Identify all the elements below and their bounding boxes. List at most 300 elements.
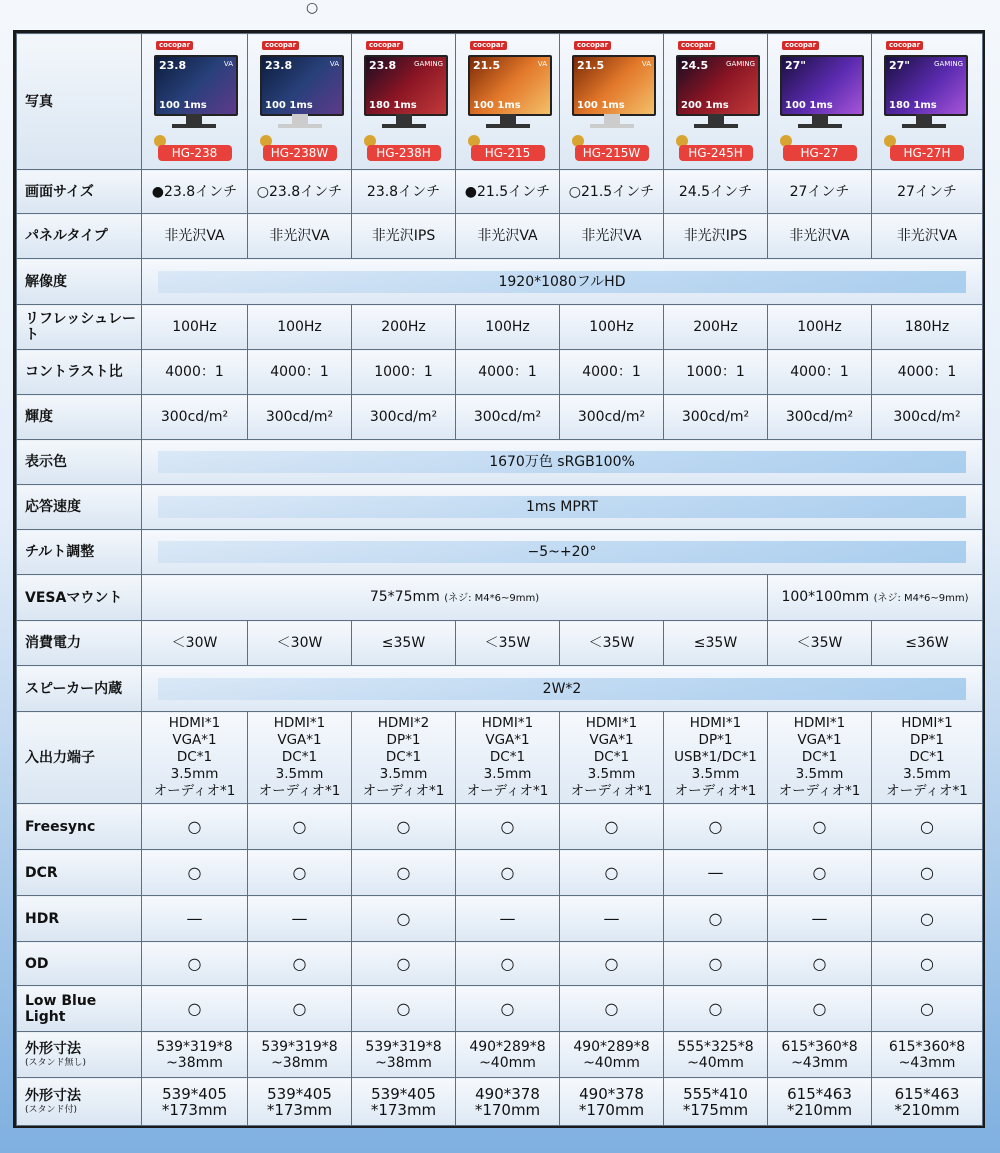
cell-contrast: 4000：1 — [872, 350, 983, 395]
cell-panel: 非光沢VA — [872, 214, 983, 259]
cell-line: 3.5mm — [483, 766, 532, 782]
screen-tag-text: GAMING — [726, 59, 755, 68]
cell-dim-nostand — [664, 1032, 768, 1078]
cell-line: ~43mm — [898, 1054, 956, 1071]
cell-line: 3.5mm — [587, 766, 636, 782]
cell-line: 615*360*8 — [781, 1038, 858, 1055]
monitor-screen — [572, 55, 656, 116]
photo-cell — [248, 34, 352, 170]
cell-line: 490*289*8 — [469, 1038, 546, 1055]
cell-screen-size: 23.8インチ — [352, 170, 456, 214]
screen-hz-text: 100 1ms — [577, 99, 625, 111]
cell-screen-size: ○23.8インチ — [248, 170, 352, 214]
value-tilt: −5~+20° — [158, 541, 966, 563]
row-dim-nostand — [17, 1032, 983, 1078]
cell-brightness: 300cd/m² — [352, 395, 456, 440]
screen-size-text: 27" — [889, 58, 911, 72]
cell-dcr: ○ — [352, 850, 456, 896]
monitor-photo — [142, 35, 247, 169]
cell-brightness: 300cd/m² — [560, 395, 664, 440]
cell-line: 539*319*8 — [156, 1038, 233, 1055]
screen-hz-text: 100 1ms — [265, 99, 313, 111]
cell-io — [664, 712, 768, 804]
cell-dim-stand — [768, 1078, 872, 1126]
cell-brightness: 300cd/m² — [664, 395, 768, 440]
cell-panel: 非光沢VA — [768, 214, 872, 259]
cell-dim-stand — [248, 1078, 352, 1126]
cell-line: HDMI*1 — [481, 715, 534, 731]
brand-label: cocopar — [470, 41, 507, 50]
cell-brightness: 300cd/m² — [248, 395, 352, 440]
value-resolution: 1920*1080フルHD — [158, 271, 966, 293]
cell-power: ＜30W — [248, 621, 352, 666]
row-hdr — [17, 896, 983, 942]
cell-freesync: ○ — [352, 804, 456, 850]
cell-od: ○ — [768, 942, 872, 986]
cell-io — [248, 712, 352, 804]
monitor-stand — [604, 114, 620, 124]
screen-tag-text: VA — [537, 59, 547, 68]
row-response — [17, 485, 983, 530]
screen-tag-text: VA — [223, 59, 233, 68]
cell-freesync: ○ — [142, 804, 248, 850]
screen-size-text: 23.8 — [369, 58, 397, 72]
cell-lowblue: ○ — [352, 986, 456, 1032]
cell-dcr: ○ — [248, 850, 352, 896]
label-screen-size: 画面サイズ — [17, 170, 142, 214]
cell-line: オーディオ*1 — [674, 783, 757, 799]
label-power: 消費電力 — [17, 621, 142, 666]
cell-screen-size: 24.5インチ — [664, 170, 768, 214]
cell-dim-stand — [142, 1078, 248, 1126]
monitor-stand — [396, 114, 412, 124]
model-name-badge: HG-215W — [575, 145, 649, 161]
model-name-badge: HG-238W — [263, 145, 337, 161]
cell-power: ＜35W — [560, 621, 664, 666]
cell-dcr: ○ — [872, 850, 983, 896]
cell-io — [142, 712, 248, 804]
screen-size-text: 21.5 — [577, 58, 605, 72]
cell-line: ~40mm — [687, 1054, 744, 1071]
monitor-screen — [884, 55, 968, 116]
value-vesa-small-note: (ネジ: M4*6~9mm) — [444, 592, 540, 604]
cell-vesa-small — [142, 575, 768, 621]
cell-line: ~38mm — [166, 1054, 223, 1071]
label-dim-nostand-sub: (スタンド無し) — [25, 1058, 87, 1068]
screen-hz-text: 100 1ms — [159, 99, 207, 111]
cell-line: HDMI*1 — [585, 715, 638, 731]
cell-od: ○ — [560, 942, 664, 986]
cell-tilt — [142, 530, 983, 575]
cell-contrast: 1000：1 — [664, 350, 768, 395]
cell-line: ~40mm — [583, 1054, 640, 1071]
cell-power: ＜30W — [142, 621, 248, 666]
cell-freesync: ○ — [560, 804, 664, 850]
row-tilt — [17, 530, 983, 575]
cell-line: 3.5mm — [170, 766, 219, 782]
row-speaker — [17, 666, 983, 712]
cell-response — [142, 485, 983, 530]
cell-io — [872, 712, 983, 804]
photo-cell — [872, 34, 983, 170]
row-freesync — [17, 804, 983, 850]
row-dcr — [17, 850, 983, 896]
cell-hdr: — — [248, 896, 352, 942]
cell-line: HDMI*2 — [377, 715, 430, 731]
screen-tag-text: VA — [329, 59, 339, 68]
cell-hdr: ○ — [872, 896, 983, 942]
cell-line: ~43mm — [791, 1054, 848, 1071]
label-dim-stand-main: 外形寸法 — [25, 1088, 81, 1104]
cell-hdr: — — [142, 896, 248, 942]
cell-freesync: ○ — [456, 804, 560, 850]
screen-size-text: 24.5 — [681, 58, 709, 72]
cell-line: DP*1 — [386, 732, 421, 748]
row-vesa — [17, 575, 983, 621]
cell-line: *173mm — [161, 1100, 228, 1119]
cell-dim-nostand — [872, 1032, 983, 1078]
row-contrast — [17, 350, 983, 395]
cell-line: ~38mm — [271, 1054, 328, 1071]
monitor-base — [382, 124, 426, 128]
cell-freesync: ○ — [768, 804, 872, 850]
cell-dim-nostand — [352, 1032, 456, 1078]
cell-lowblue: ○ — [872, 986, 983, 1032]
cell-od: ○ — [456, 942, 560, 986]
cell-line: *170mm — [578, 1100, 645, 1119]
monitor-photo — [560, 35, 663, 169]
cell-lowblue: ○ — [456, 986, 560, 1032]
row-screen-size — [17, 170, 983, 214]
label-lowblue: Low Blue Light — [17, 986, 142, 1032]
monitor-photo — [872, 35, 982, 169]
cell-line: DC*1 — [281, 749, 318, 765]
label-photo: 写真 — [17, 34, 142, 170]
cell-line: DC*1 — [176, 749, 213, 765]
cell-io — [352, 712, 456, 804]
cell-line: 3.5mm — [903, 766, 951, 782]
screen-size-text: 27" — [785, 58, 807, 72]
photo-cell — [560, 34, 664, 170]
row-photo — [17, 34, 983, 170]
cell-screen-size: 27インチ — [768, 170, 872, 214]
monitor-photo — [352, 35, 455, 169]
cell-line: 3.5mm — [795, 766, 844, 782]
monitor-screen — [364, 55, 448, 116]
model-name-badge: HG-27 — [783, 145, 857, 161]
cell-refresh: 100Hz — [768, 305, 872, 350]
monitor-screen — [154, 55, 238, 116]
cell-screen-size: ●21.5インチ — [456, 170, 560, 214]
cell-dim-stand — [352, 1078, 456, 1126]
cell-io — [456, 712, 560, 804]
spec-comparison-table — [16, 33, 983, 1126]
label-dim-nostand-main: 外形寸法 — [25, 1041, 81, 1057]
cell-dcr: ○ — [560, 850, 664, 896]
monitor-base — [694, 124, 738, 128]
cell-line: オーディオ*1 — [778, 783, 861, 799]
brand-label: cocopar — [678, 41, 715, 50]
cell-screen-size: ○21.5インチ — [560, 170, 664, 214]
label-dim-nostand — [17, 1032, 142, 1078]
cell-line: HDMI*1 — [901, 715, 953, 731]
screen-hz-text: 100 1ms — [473, 99, 521, 111]
cell-line: 3.5mm — [691, 766, 740, 782]
cell-hdr: ○ — [664, 896, 768, 942]
cell-contrast: 4000：1 — [456, 350, 560, 395]
cell-line: *175mm — [682, 1100, 749, 1119]
cell-line: オーディオ*1 — [886, 783, 968, 799]
brand-label: cocopar — [156, 41, 193, 50]
cell-power: ＜35W — [768, 621, 872, 666]
screen-hz-text: 180 1ms — [369, 99, 417, 111]
monitor-base — [902, 124, 946, 128]
row-dim-stand — [17, 1078, 983, 1126]
cell-hdr: ○ — [352, 896, 456, 942]
monitor-stand — [812, 114, 828, 124]
cell-line: 615*463 — [787, 1084, 852, 1103]
cell-panel: 非光沢IPS — [664, 214, 768, 259]
cell-panel: 非光沢VA — [142, 214, 248, 259]
brand-label: cocopar — [366, 41, 403, 50]
cell-od: ○ — [872, 942, 983, 986]
label-contrast: コントラスト比 — [17, 350, 142, 395]
monitor-base — [278, 124, 322, 128]
cell-power: ≤35W — [352, 621, 456, 666]
row-io — [17, 712, 983, 804]
monitor-photo — [664, 35, 767, 169]
cell-dim-nostand — [142, 1032, 248, 1078]
cell-line: DP*1 — [698, 732, 733, 748]
monitor-stand — [708, 114, 724, 124]
cell-dcr: ○ — [456, 850, 560, 896]
cell-panel: 非光沢VA — [456, 214, 560, 259]
cell-dim-nostand — [456, 1032, 560, 1078]
model-name-badge: HG-27H — [890, 145, 964, 161]
cell-line: 555*325*8 — [677, 1038, 754, 1055]
cell-line: VGA*1 — [589, 732, 634, 748]
value-speaker: 2W*2 — [158, 678, 966, 700]
cell-line: VGA*1 — [172, 732, 217, 748]
brand-label: cocopar — [262, 41, 299, 50]
cell-lowblue: ○ — [664, 986, 768, 1032]
screen-hz-text: 200 1ms — [681, 99, 729, 111]
cell-contrast: 4000：1 — [248, 350, 352, 395]
photo-cell — [664, 34, 768, 170]
brand-label: cocopar — [574, 41, 611, 50]
cell-line: 490*378 — [579, 1084, 644, 1103]
cell-dim-stand — [560, 1078, 664, 1126]
label-od: OD — [17, 942, 142, 986]
cell-panel: 非光沢IPS — [352, 214, 456, 259]
cell-line: 490*289*8 — [573, 1038, 650, 1055]
cell-power: ＜35W — [456, 621, 560, 666]
label-hdr: HDR — [17, 896, 142, 942]
label-color: 表示色 — [17, 440, 142, 485]
cell-freesync: ○ — [664, 804, 768, 850]
monitor-photo — [456, 35, 559, 169]
cell-line: *210mm — [786, 1100, 853, 1119]
label-dim-stand-sub: (スタンド付) — [25, 1105, 78, 1115]
row-power — [17, 621, 983, 666]
cell-hdr: — — [456, 896, 560, 942]
cell-line: 3.5mm — [379, 766, 428, 782]
cell-vesa-large — [768, 575, 983, 621]
label-dcr: DCR — [17, 850, 142, 896]
cell-line: USB*1/DC*1 — [674, 749, 757, 765]
cell-line: ~40mm — [479, 1054, 536, 1071]
cell-line: 539*405 — [162, 1084, 227, 1103]
cell-contrast: 4000：1 — [560, 350, 664, 395]
row-refresh — [17, 305, 983, 350]
value-vesa-large-note: (ネジ: M4*6~9mm) — [873, 592, 969, 604]
cell-od: ○ — [352, 942, 456, 986]
cell-line: オーディオ*1 — [466, 783, 549, 799]
screen-size-text: 23.8 — [159, 58, 187, 72]
cell-line: HDMI*1 — [273, 715, 326, 731]
row-color — [17, 440, 983, 485]
cell-power: ≤36W — [872, 621, 983, 666]
cell-dcr: ○ — [768, 850, 872, 896]
cell-dim-nostand — [560, 1032, 664, 1078]
label-tilt: チルト調整 — [17, 530, 142, 575]
cell-lowblue: ○ — [560, 986, 664, 1032]
monitor-photo — [768, 35, 871, 169]
cell-line: *173mm — [370, 1100, 437, 1119]
cell-screen-size: 27インチ — [872, 170, 983, 214]
cell-lowblue: ○ — [142, 986, 248, 1032]
photo-cell — [352, 34, 456, 170]
cell-contrast: 4000：1 — [142, 350, 248, 395]
label-dim-stand — [17, 1078, 142, 1126]
row-panel — [17, 214, 983, 259]
cell-brightness: 300cd/m² — [768, 395, 872, 440]
cell-line: DP*1 — [910, 732, 944, 748]
cell-dim-nostand — [248, 1032, 352, 1078]
cell-line: DC*1 — [489, 749, 526, 765]
cell-line: ~38mm — [375, 1054, 432, 1071]
cell-line: HDMI*1 — [689, 715, 742, 731]
cell-lowblue: ○ — [248, 986, 352, 1032]
cell-line: 539*319*8 — [261, 1038, 338, 1055]
cell-od: ○ — [142, 942, 248, 986]
cell-panel: 非光沢VA — [248, 214, 352, 259]
screen-tag-text: GAMING — [934, 59, 963, 68]
brand-label: cocopar — [782, 41, 819, 50]
monitor-base — [486, 124, 530, 128]
cell-line: DC*1 — [593, 749, 630, 765]
photo-cell — [456, 34, 560, 170]
monitor-stand — [500, 114, 516, 124]
cell-line: オーディオ*1 — [258, 783, 341, 799]
monitor-stand — [916, 114, 932, 124]
cell-line: オーディオ*1 — [570, 783, 653, 799]
cell-contrast: 1000：1 — [352, 350, 456, 395]
cell-line: VGA*1 — [797, 732, 842, 748]
monitor-screen — [676, 55, 760, 116]
cell-line: オーディオ*1 — [153, 783, 236, 799]
cell-line: *173mm — [266, 1100, 333, 1119]
cell-refresh: 200Hz — [664, 305, 768, 350]
cell-line: 539*405 — [267, 1084, 332, 1103]
cell-io — [768, 712, 872, 804]
cell-line: *210mm — [894, 1100, 960, 1119]
monitor-screen — [260, 55, 344, 116]
cell-line: DC*1 — [801, 749, 838, 765]
row-lowblue — [17, 986, 983, 1032]
cell-brightness: 300cd/m² — [872, 395, 983, 440]
cell-refresh: 100Hz — [456, 305, 560, 350]
cell-brightness: 300cd/m² — [456, 395, 560, 440]
cell-line: 3.5mm — [275, 766, 324, 782]
model-name-badge: HG-215 — [471, 145, 545, 161]
cell-line: DC*1 — [385, 749, 422, 765]
label-resolution: 解像度 — [17, 259, 142, 305]
cell-line: オーディオ*1 — [362, 783, 445, 799]
monitor-base — [590, 124, 634, 128]
monitor-screen — [468, 55, 552, 116]
cell-line: HDMI*1 — [168, 715, 221, 731]
monitor-stand — [292, 114, 308, 124]
monitor-base — [798, 124, 842, 128]
cell-refresh: 100Hz — [248, 305, 352, 350]
cell-freesync: ○ — [872, 804, 983, 850]
cell-io — [560, 712, 664, 804]
label-io: 入出力端子 — [17, 712, 142, 804]
label-refresh: リフレッシュレート — [17, 305, 142, 350]
cell-brightness: 300cd/m² — [142, 395, 248, 440]
cell-hdr: — — [560, 896, 664, 942]
photo-cell — [768, 34, 872, 170]
row-resolution — [17, 259, 983, 305]
screen-hz-text: 100 1ms — [785, 99, 833, 111]
cell-freesync: ○ — [248, 804, 352, 850]
cell-line: 615*463 — [894, 1084, 960, 1103]
cell-screen-size: ●23.8インチ — [142, 170, 248, 214]
cell-line: DC*1 — [909, 749, 945, 765]
model-name-badge: HG-238H — [367, 145, 441, 161]
cell-dim-stand — [664, 1078, 768, 1126]
label-vesa: VESAマウント — [17, 575, 142, 621]
cell-dcr: ○ — [142, 850, 248, 896]
cell-resolution — [142, 259, 983, 305]
label-freesync: Freesync — [17, 804, 142, 850]
value-vesa-large: 100*100mm — [781, 588, 870, 605]
model-name-badge: HG-245H — [679, 145, 753, 161]
screen-size-text: 21.5 — [473, 58, 501, 72]
cell-dim-stand — [456, 1078, 560, 1126]
cell-refresh: 180Hz — [872, 305, 983, 350]
monitor-base — [172, 124, 216, 128]
cell-dcr: — — [664, 850, 768, 896]
cell-color — [142, 440, 983, 485]
cell-line: *170mm — [474, 1100, 541, 1119]
cell-refresh: 100Hz — [142, 305, 248, 350]
label-speaker: スピーカー内蔵 — [17, 666, 142, 712]
screen-hz-text: 180 1ms — [889, 99, 937, 111]
cell-lowblue: ○ — [768, 986, 872, 1032]
model-name-badge: HG-238 — [158, 145, 232, 161]
screen-tag-text: GAMING — [414, 59, 443, 68]
cell-speaker — [142, 666, 983, 712]
cell-od: ○ — [248, 942, 352, 986]
cell-power: ≤35W — [664, 621, 768, 666]
cell-dim-nostand — [768, 1032, 872, 1078]
label-panel: パネルタイプ — [17, 214, 142, 259]
cell-od: ○ — [664, 942, 768, 986]
row-od — [17, 942, 983, 986]
cell-contrast: 4000：1 — [768, 350, 872, 395]
